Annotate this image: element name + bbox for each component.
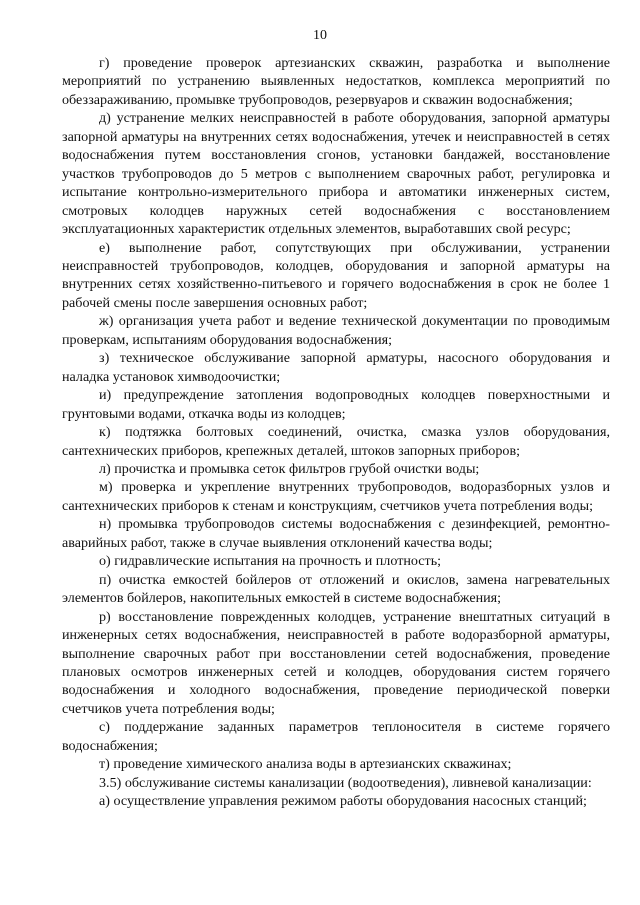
paragraph-i: и) предупреждение затопления водопроводных колодцев поверхностными и грунтовыми водами, откачка воды из колодцев;	[62, 387, 610, 422]
paragraph-n: н) промывка трубопроводов системы водоснабжения с дезинфекцией, ремонтно-аварийных работ, также в случае выявления отклонений качества воды;	[62, 516, 610, 551]
paragraph-z: з) техническое обслуживание запорной арматуры, насосного оборудования и наладка установок химводоочистки;	[62, 350, 610, 385]
paragraph-d: д) устранение мелких неисправностей в работе оборудования, запорной арматуры запорной арматуры на внутренних сетях водоснабжения, утечек и неисправностей в сетях водоснабжения путем восстановления сгонов, установки бандажей, восстановление участков трубопроводов до 5 метров с выполнением сварочных работ, регулировка и испытание контрольно-измерительного прибора и автоматики инженерных систем, смотровых колодцев наружных сетей водоснабжения с восстановлением эксплуатационных характеристик отдельных элементов, выработавших свой ресурс;	[62, 110, 610, 238]
document-body	[62, 54, 610, 811]
paragraph-g: г) проведение проверок артезианских скважин, разработка и выполнение мероприятий по устранению выявленных недостатков, комплекса мероприятий по обеззараживанию, промывке трубопроводов, резервуаров и скважин водоснабжения;	[62, 55, 610, 108]
paragraph-t: т) проведение химического анализа воды в артезианских скважинах;	[99, 756, 512, 773]
paragraph-a: а) осуществление управления режимом работы оборудования насосных станций;	[99, 793, 587, 810]
paragraph-l: л) прочистка и промывка сеток фильтров грубой очистки воды;	[99, 460, 480, 477]
paragraph-p: п) очистка емкостей бойлеров от отложений и окислов, замена нагревательных элементов бойлеров, накопительных емкостей в системе водоснабжения;	[62, 571, 610, 607]
paragraph-k: к) подтяжка болтовых соединений, очистка, смазка узлов оборудования, сантехнических приборов, крепежных деталей, штоков запорных приборов;	[62, 424, 610, 459]
section-heading-3-5: 3.5) обслуживание системы канализации (водоотведения), ливневой канализации:	[99, 774, 592, 791]
paragraph-m: м) проверка и укрепление внутренних трубопроводов, водоразборных узлов и сантехнических приборов к стенам и конструкциям, счетчиков учета потребления воды;	[62, 479, 610, 514]
paragraph-r: р) восстановление поврежденных колодцев, устранение внештатных ситуаций в инженерных сетях водоснабжения, неисправностей в работе водоразборной арматуры, выполнение сварочных работ при восстановлении сетей водоснабжения, проведение плановых осмотров инженерных сетей и колодцев, оборудования систем горячего водоснабжения и холодного водоснабжения, проведение периодической поверки счетчиков учета потребления воды;	[62, 608, 610, 717]
page-number: 10	[313, 28, 327, 43]
paragraph-zh: ж) организация учета работ и ведение технической документации по проводимым проверкам, испытаниям оборудования водоснабжения;	[62, 313, 610, 348]
paragraph-s: с) поддержание заданных параметров теплоносителя в системе горячего водоснабжения;	[62, 719, 610, 754]
paragraph-e: е) выполнение работ, сопутствующих при обслуживании, устранении неисправностей трубопроводов, колодцев, оборудования и запорной арматуры на внутренних сетях хозяйственно-питьевого и горячего водоснабжения в срок не более 1 рабочей смены после завершения основных работ;	[62, 239, 610, 311]
paragraph-o: о) гидравлические испытания на прочность и плотность;	[99, 553, 442, 570]
